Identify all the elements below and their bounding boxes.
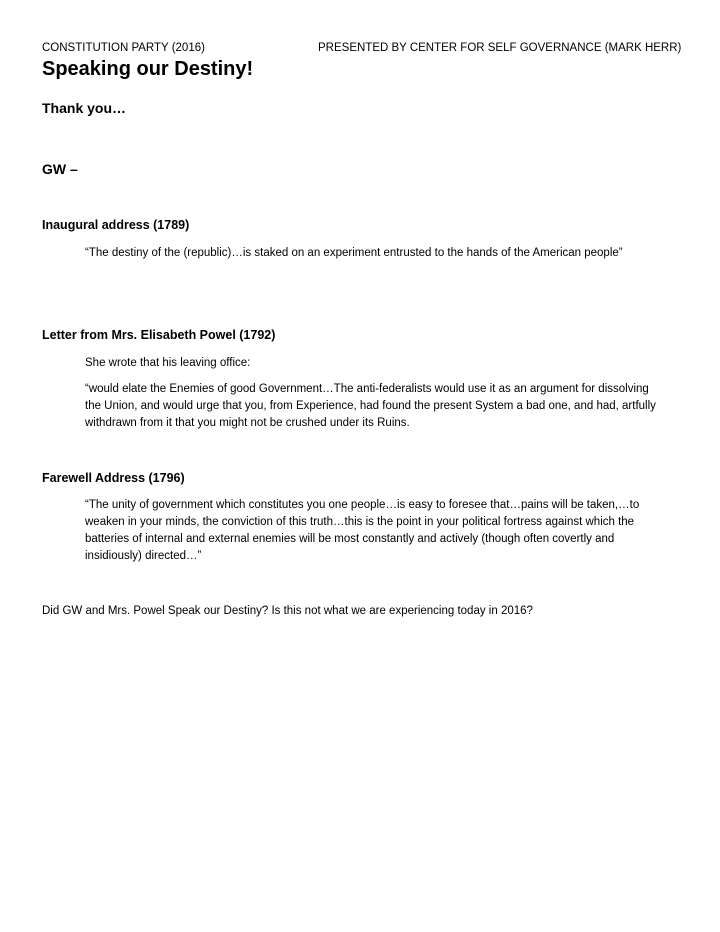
quote-line: weaken in your minds, the conviction of this truth…this is the point in your political fortress against which the (85, 516, 635, 528)
header-right-text: PRESENTED BY CENTER FOR SELF GOVERNANCE (MARK HERR) (318, 42, 682, 54)
quote-line: the Union, and would urge that you, from Experience, had found the present System a bad one, and had, artfully (85, 400, 656, 412)
section-heading-inaugural: Inaugural address (1789) (42, 218, 190, 232)
powel-intro: She wrote that his leaving office: (85, 357, 251, 369)
farewell-quote (85, 497, 685, 565)
powel-quote (85, 381, 685, 432)
quote-line: batteries of internal and external enemies will be most constantly and actively (though often covertly and (85, 533, 615, 545)
page-title: Speaking our Destiny! (42, 58, 254, 80)
header-left-text: CONSTITUTION PARTY (2016) (42, 42, 205, 54)
closing-question: Did GW and Mrs. Powel Speak our Destiny? Is this not what we are experiencing today in 2016? (42, 605, 533, 617)
thank-you-heading: Thank you… (42, 100, 127, 116)
quote-line: withdrawn from it that you might not be crushed under its Ruins. (85, 417, 410, 429)
section-heading-farewell: Farewell Address (1796) (42, 471, 185, 485)
quote-line: “would elate the Enemies of good Government…The anti-federalists would use it as an argument for dissolving (85, 383, 649, 395)
quote-line: “The destiny of the (republic)…is staked on an experiment entrusted to the hands of the American people” (85, 247, 623, 259)
quote-line: insidiously) directed…” (85, 550, 202, 562)
inaugural-quote (85, 245, 685, 262)
quote-line: “The unity of government which constitutes you one people…is easy to foresee that…pains will be taken,…to (85, 499, 640, 511)
gw-heading: GW – (42, 161, 78, 177)
section-heading-powel-letter: Letter from Mrs. Elisabeth Powel (1792) (42, 328, 276, 342)
